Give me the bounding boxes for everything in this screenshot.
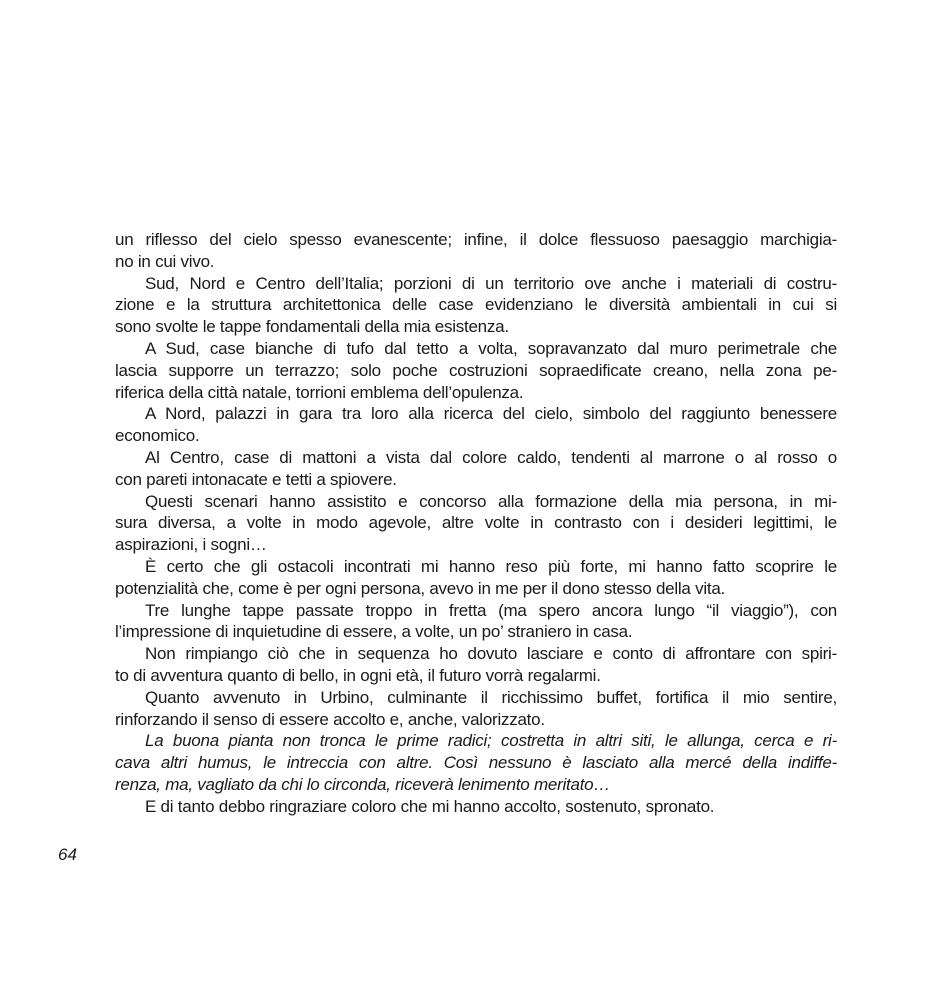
text-line: Non rimpiango ciò che in sequenza ho dovuto lasciare e conto di affrontare con spiri-: [145, 644, 837, 664]
text-line: La buona pianta non tronca le prime radici; costretta in altri siti, le allunga, cerca e ri-: [145, 731, 837, 751]
text-line: un riflesso del cielo spesso evanescente; infine, il dolce flessuoso paesaggio marchigia-: [115, 230, 837, 249]
text-line: con pareti intonacate e tetti a spiovere.: [115, 469, 397, 489]
text-line: no in cui vivo.: [115, 251, 215, 271]
text-line: l’impressione di inquietudine di essere, a volte, un po’ straniero in casa.: [115, 622, 633, 642]
text-line: potenzialità che, come è per ogni persona, avevo in me per il dono stesso della vita.: [115, 578, 726, 598]
text-line: Quanto avvenuto in Urbino, culminante il ricchissimo buffet, fortifica il mio sentire,: [145, 687, 837, 707]
body-text: [115, 229, 837, 818]
text-line: to di avventura quanto di bello, in ogni età, il futuro vorrà regalarmi.: [115, 665, 601, 685]
text-line: economico.: [115, 426, 200, 446]
text-line: renza, ma, vagliato da chi lo circonda, riceverà lenimento meritato…: [115, 774, 611, 794]
text-line: È certo che gli ostacoli incontrati mi hanno reso più forte, mi hanno fatto scoprire le: [145, 556, 837, 576]
text-line: Tre lunghe tappe passate troppo in fretta (ma spero ancora lungo “il viaggio”), con: [145, 600, 837, 620]
text-line: Sud, Nord e Centro dell’Italia; porzioni di un territorio ove anche i materiali di costru-: [145, 273, 837, 293]
text-line: sono svolte le tappe fondamentali della mia esistenza.: [115, 317, 509, 337]
text-line: riferica della città natale, torrioni emblema dell’opulenza.: [115, 382, 524, 402]
text-line: zione e la struttura architettonica delle case evidenziano le diversità ambientali in cui si: [115, 295, 837, 315]
text-line: rinforzando il senso di essere accolto e, anche, valorizzato.: [115, 709, 545, 729]
text-line: E di tanto debbo ringraziare coloro che mi hanno accolto, sostenuto, spronato.: [145, 796, 715, 816]
text-line: sura diversa, a volte in modo agevole, altre volte in contrasto con i desideri legittimi, le: [115, 513, 837, 533]
text-line: Al Centro, case di mattoni a vista dal colore caldo, tendenti al marrone o al rosso o: [145, 447, 837, 467]
text-line: Questi scenari hanno assistito e concorso alla formazione della mia persona, in mi-: [145, 491, 837, 511]
text-line: A Nord, palazzi in gara tra loro alla ricerca del cielo, simbolo del raggiunto benessere: [145, 404, 837, 424]
text-line: lascia supporre un terrazzo; solo poche costruzioni sopraedificate creano, nella zona pe-: [115, 360, 837, 380]
text-line: aspirazioni, i sogni…: [115, 535, 267, 555]
text-line: cava altri humus, le intreccia con altre. Così nessuno è lasciato alla mercé della indiffe-: [115, 753, 837, 773]
text-line: A Sud, case bianche di tufo dal tetto a volta, sopravanzato dal muro perimetrale che: [145, 338, 837, 358]
page-number: 64: [58, 845, 77, 864]
